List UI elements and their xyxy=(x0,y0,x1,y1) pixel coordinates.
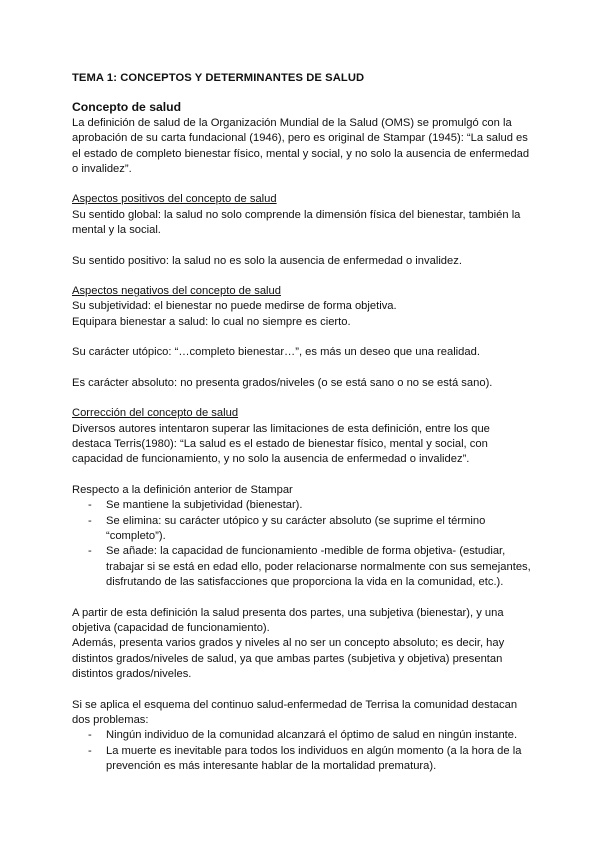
document-title: TEMA 1: CONCEPTOS Y DETERMINANTES DE SALUD xyxy=(72,72,365,84)
respecto-list xyxy=(72,498,532,590)
negative-aspect-equates: Equipara bienestar a salud: lo cual no siempre es cierto. xyxy=(72,315,351,328)
dash-bullet: - xyxy=(88,514,92,527)
dash-bullet: - xyxy=(88,499,92,512)
positive-aspects-heading: Aspectos positivos del concepto de salud xyxy=(72,193,277,206)
dash-bullet: - xyxy=(88,545,92,558)
intro-paragraph: La definición de salud de la Organización Mundial de la Salud (OMS) se promulgó con la aprobación de su carta fundacional (1946), pero es original de Stampar (1945): “La salud es el estado de completo bienestar físico, mental y social, y no solo la ausencia de enfermedad o invalidez”. xyxy=(72,116,530,176)
list-item-text: Ningún individuo de la comunidad alcanzará el óptimo de salud en ningún instante. xyxy=(106,729,518,742)
respecto-intro: Respecto a la definición anterior de Stampar xyxy=(72,483,293,496)
section-heading: Concepto de salud xyxy=(72,100,182,115)
list-item-text: La muerte es inevitable para todos los individuos en algún momento (a la hora de la prevención es más interesante hablar de la mortalidad prematura). xyxy=(106,744,522,773)
positive-aspect-global: Su sentido global: la salud no solo comprende la dimensión física del bienestar, también la mental y la social. xyxy=(72,208,521,237)
list-item-text: Se añade: la capacidad de funcionamiento -medible de forma objetiva- (estudiar, trabajar si se está en edad ello, poder relacionarse normalmente con sus semejantes, disfrutando de las satisfacciones que proporciona la vida en la comunidad, etc.). xyxy=(106,545,531,589)
continuo-intro: Si se aplica el esquema del continuo salud-enfermedad de Terrisa la comunidad destacan dos problemas: xyxy=(72,698,518,726)
list-item xyxy=(72,514,532,545)
negative-aspect-utopian: Su carácter utópico: “…completo bienestar…”, es más un deseo que una realidad. xyxy=(72,346,480,359)
list-item xyxy=(72,544,532,590)
list-item-text: Se elimina: su carácter utópico y su carácter absoluto (se suprime el término “completo”). xyxy=(106,514,486,542)
negative-aspect-subjectivity: Su subjetividad: el bienestar no puede medirse de forma objetiva. xyxy=(72,300,397,313)
continuo-list xyxy=(72,728,532,774)
document-body xyxy=(72,71,532,775)
negative-aspects-heading: Aspectos negativos del concepto de salud xyxy=(72,285,281,298)
list-item-text: Se mantiene la subjetividad (bienestar). xyxy=(106,499,303,512)
partes-paragraph: A partir de esta definición la salud presenta dos partes, una subjetiva (bienestar), y una objetiva (capacidad de funcionamiento). xyxy=(72,606,504,634)
negative-aspect-absolute: Es carácter absoluto: no presenta grados/niveles (o se está sano o no se está sano). xyxy=(72,376,493,389)
grados-paragraph: Además, presenta varios grados y niveles al no ser un concepto absoluto; es decir, hay distintos grados/niveles de salud, ya que ambas partes (subjetiva y objetiva) presentan distintos grados/niveles. xyxy=(72,637,505,681)
list-item xyxy=(72,728,532,743)
positive-aspect-positive: Su sentido positivo: la salud no es solo la ausencia de enfermedad o invalidez. xyxy=(72,254,462,267)
list-item xyxy=(72,744,532,775)
dash-bullet: - xyxy=(88,729,92,742)
correction-paragraph: Diversos autores intentaron superar las limitaciones de esta definición, entre los que destaca Terris(1980): “La salud es el estado de bienestar físico, mental y social, con capacidad de funcionamiento, y no solo la ausencia de enfermedad o invalidez”. xyxy=(72,422,490,466)
list-item xyxy=(72,498,532,513)
dash-bullet: - xyxy=(88,744,92,757)
correction-heading: Corrección del concepto de salud xyxy=(72,407,239,420)
